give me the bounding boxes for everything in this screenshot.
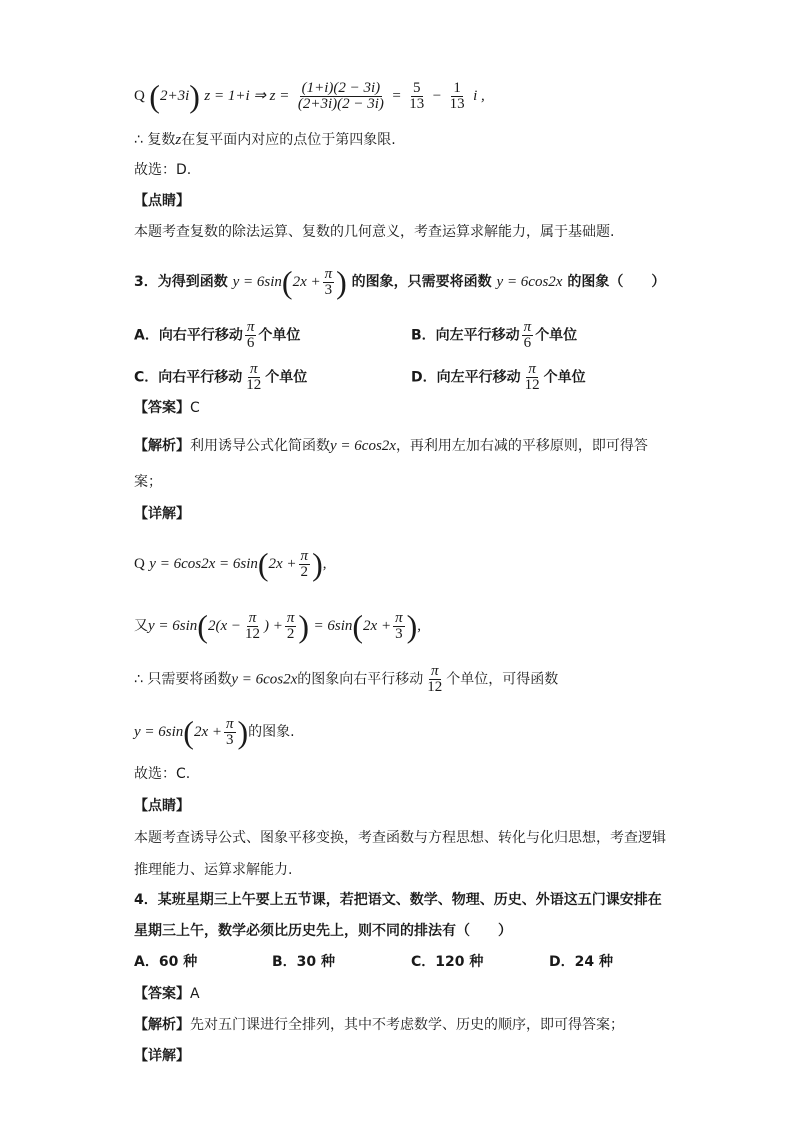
pi-over-12 (243, 611, 262, 642)
option-b-label: B．向左平行移动 (411, 327, 520, 344)
derivation-2-inner-3: 2x + (363, 618, 392, 634)
you-text: 又 (134, 618, 148, 634)
paren-close: ) (298, 608, 310, 644)
pi-numerator: π (248, 609, 257, 626)
option-d-denominator: 12 (524, 377, 540, 393)
answer-tag: 【答案】 (134, 986, 190, 1002)
choose-c: 故选：C. (134, 766, 191, 782)
derivation-3-text-1: ∴ 只需要将函数 (134, 671, 232, 688)
pi-numerator: π (286, 609, 295, 626)
derivation-4-function: y = 6sin (134, 724, 184, 740)
option-a-fraction (245, 320, 257, 351)
pi-over-3 (224, 717, 236, 748)
option-a (134, 320, 300, 351)
pi-over-2 (285, 611, 297, 642)
fraction-3 (448, 81, 467, 112)
comma: , (322, 556, 327, 572)
paren-close: ) (336, 264, 347, 300)
q3-jiexi-line-1 (134, 436, 648, 456)
pi-numerator: π (324, 265, 333, 282)
unit-text: 个单位 (535, 327, 578, 344)
two-denominator: 2 (300, 563, 309, 580)
fraction-2-numerator: 5 (413, 79, 421, 96)
pi-numerator: π (395, 609, 403, 626)
pi-numerator: π (250, 361, 258, 377)
paren-close: ) (237, 714, 249, 750)
q4-jiexi (134, 1015, 624, 1035)
option-b (411, 320, 577, 351)
summary-line-2b: 推理能力、运算求解能力. (134, 862, 293, 878)
twelve-denominator: 12 (427, 679, 443, 695)
derivation-2-inner-2: ) + (263, 618, 283, 634)
q3-stem-text-3: 的图象（ ） (567, 274, 666, 290)
paren-open: ( (197, 608, 208, 644)
answer-value: C (190, 400, 200, 416)
q4-option-a: A．60 种 (134, 954, 198, 970)
minus-sign: − (432, 88, 442, 104)
pi-numerator: π (300, 547, 309, 564)
fraction-2-denominator: 13 (409, 95, 425, 112)
derivation-3-function: y = 6cos2x (231, 671, 298, 688)
conclusion-text-2: 在复平面内对应的点位于第四象限. (181, 132, 396, 148)
option-c-label: C．向右平行移动 (134, 369, 243, 386)
option-d (411, 362, 586, 393)
paren-close: ) (406, 608, 418, 644)
q3-xiangjie-heading: 【详解】 (134, 506, 190, 522)
pi-over-12 (425, 664, 444, 695)
derivation-4-inner: 2x + (193, 724, 222, 740)
derivation-2-expr: y = 6sin (148, 618, 198, 634)
option-a-denominator: 6 (246, 335, 255, 351)
fraction-1-denominator: (2+3i)(2 − 3i) (297, 95, 384, 112)
q4-xiangjie-heading: 【详解】 (134, 1048, 190, 1064)
q4-option-d: D．24 种 (549, 954, 613, 970)
twelve-denominator: 12 (244, 625, 260, 642)
pi-numerator: π (225, 715, 234, 732)
q3-stem-text-2: 的图象，只需要将函数 (351, 274, 492, 290)
derivation-3-text-3: 个单位，可得函数 (446, 671, 559, 688)
paren-open: ( (352, 608, 364, 644)
jiexi-text-1: 利用诱导公式化简函数 (190, 438, 330, 454)
paren-open: ( (149, 78, 160, 114)
pi-over-3 (323, 267, 335, 298)
q3-jiexi-line-2: 案； (134, 474, 162, 490)
pi-numerator: π (431, 663, 439, 679)
q3-fn1-inner: 2x + (292, 274, 321, 290)
summary-line-1: 本题考查复数的除法运算、复数的几何意义，考查运算求解能力，属于基础题. (134, 224, 615, 240)
option-d-label: D．向左平行移动 (411, 369, 521, 386)
unit-text: 个单位 (265, 369, 308, 386)
equation-tail: i , (473, 88, 485, 104)
three-denominator: 3 (225, 731, 234, 748)
paren-close: ) (312, 546, 323, 582)
paren-open: ( (257, 546, 269, 582)
fraction-3-numerator: 1 (453, 79, 461, 96)
option-d-fraction (523, 362, 542, 393)
question-3-stem (134, 266, 665, 298)
fraction-3-denominator: 13 (449, 95, 465, 112)
derivation-3-text-2: 的图象向右平行移动 (297, 671, 424, 688)
option-c (134, 362, 307, 393)
equals-sign: = (392, 88, 401, 104)
because-symbol: Q (134, 556, 145, 572)
summary-line-2a: 本题考查诱导公式、图象平移变换，考查函数与方程思想、转化与化归思想，考查逻辑 (134, 830, 666, 846)
jiexi-tag: 【解析】 (134, 1017, 190, 1033)
derivation-line-4 (134, 716, 295, 748)
unit-text: 个单位 (543, 369, 586, 386)
derivation-line-3 (134, 664, 558, 695)
pi-numerator: π (528, 361, 536, 377)
derivation-2-inner-1: 2(x − (207, 618, 241, 634)
jiexi-text-2: ，再利用左加右减的平移原则，即可得答 (395, 438, 648, 454)
conclusion-line (134, 130, 396, 150)
q3-fn2: y = 6cos2x (496, 274, 563, 290)
paren-expression: 2+3i (159, 88, 190, 104)
equation-line-1 (134, 80, 485, 112)
q4-answer (134, 984, 200, 1004)
q4-option-c: C．120 种 (411, 954, 484, 970)
option-a-label: A．向右平行移动 (134, 327, 243, 344)
answer-value: A (190, 986, 200, 1002)
unit-text: 个单位 (258, 327, 301, 344)
pi-numerator: π (246, 319, 255, 335)
derivation-4-tail: 的图象. (248, 724, 295, 740)
answer-tag: 【答案】 (134, 400, 190, 416)
paren-open: ( (183, 714, 194, 750)
jiexi-tag: 【解析】 (134, 438, 190, 454)
derivation-2-mid: = 6sin (313, 618, 353, 634)
paren-open: ( (281, 264, 293, 300)
derivation-line-1 (134, 548, 326, 580)
question-4-stem-2: 星期三上午，数学必须比历史先上，则不同的排法有（ ） (134, 923, 512, 939)
q3-stem-text-1: 3．为得到函数 (134, 274, 228, 290)
question-4-stem-1: 4．某班星期三上午要上五节课，若把语文、数学、物理、历史、外语这五门课安排在 (134, 892, 662, 908)
option-c-denominator: 12 (246, 377, 262, 393)
jiexi-text: 先对五门课进行全排列，其中不考虑数学、历史的顺序，即可得答案； (190, 1017, 624, 1033)
three-denominator: 3 (395, 625, 403, 642)
conclusion-text-1: ∴ 复数 (134, 132, 176, 148)
derivation-line-2 (134, 610, 421, 642)
pi-over-3 (393, 611, 405, 642)
two-denominator: 2 (286, 625, 295, 642)
pi-numerator: π (523, 319, 532, 335)
pi-over-2 (299, 549, 311, 580)
paren-close: ) (189, 78, 200, 114)
derivation-1-expr: y = 6cos2x = 6sin (149, 556, 258, 572)
derivation-1-inner: 2x + (268, 556, 297, 572)
jiexi-function: y = 6cos2x (330, 438, 396, 454)
fraction-2 (407, 81, 426, 112)
equation-lhs: z = 1+i ⇒ z = (204, 88, 290, 104)
dianjing-heading-1: 【点睛】 (134, 193, 190, 209)
q4-option-b: B．30 种 (272, 954, 336, 970)
q3-answer (134, 398, 200, 418)
choose-d: 故选：D. (134, 162, 192, 178)
option-b-fraction (522, 320, 534, 351)
fraction-1-numerator: (1+i)(2 − 3i) (301, 79, 381, 96)
q3-fn1-lhs: y = 6sin (232, 274, 282, 290)
because-symbol: Q (134, 88, 145, 104)
option-c-fraction (244, 362, 263, 393)
fraction-1 (296, 81, 386, 112)
dianjing-heading-2: 【点睛】 (134, 798, 190, 814)
option-b-denominator: 6 (523, 335, 532, 351)
three-denominator: 3 (324, 281, 333, 298)
comma: , (417, 618, 421, 634)
variable-z: z (175, 132, 182, 148)
